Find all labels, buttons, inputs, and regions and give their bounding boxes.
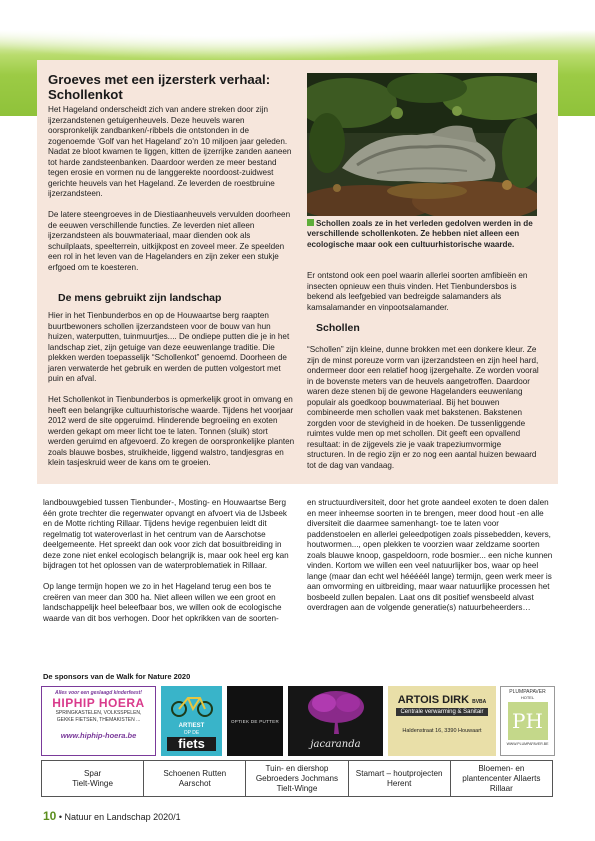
plumpa-hotel: HOTEL	[520, 695, 535, 700]
hiphip-line-2: GEKKE FIETSEN, THEMAKISTEN ...	[56, 716, 141, 723]
article-title	[48, 72, 298, 102]
table-row	[42, 761, 553, 797]
footer-bullet: •	[58, 812, 63, 822]
lower-left-column	[43, 498, 293, 635]
sponsors-table	[41, 760, 553, 797]
artois-suffix: BVBA	[472, 699, 487, 705]
logo-plumpapaver	[500, 686, 555, 756]
tree-icon	[306, 689, 366, 734]
artois-name: ARTOIS DIRK	[397, 694, 470, 706]
table-cell: Spar Tielt-Winge	[42, 761, 144, 797]
paragraph: Er ontstond ook een poel waarin allerlei soorten amfibieën en insecten opnieuw een thuis vinden. Het Tienbundersbos is bekend als leefgebied van bedreigde salamanders als kamsalamander en vinpootsalamander.	[307, 271, 528, 312]
fiets-line-3: fiets	[167, 737, 216, 751]
plumpa-mark: PH	[508, 702, 548, 740]
hiphip-line-1: SPRINGKASTELEN, VOLKSSPELEN,	[55, 710, 142, 716]
left-column-intro	[48, 105, 296, 284]
paragraph: Hier in het Tienbunderbos en op de Houwaartse berg raapten buurtbewoners schollen ijzerzandsteen voor de bouw van hun huizen, waterputten, tuinmuurtjes.... De ondiepe putten die je in het landschap ziet, zijn getuige van deze eeuwenlange traditie. Die plekken werden toepasselijk “Schollenkot” genoemd. Doorheen de jaren verwaterde het gebruik en werden de putten volgestort met puin en afval.	[48, 311, 290, 383]
forest-floor-illustration	[307, 73, 537, 216]
fiets-line-1: ARTIEST	[178, 723, 205, 729]
page-footer	[43, 809, 181, 823]
logo-hiphip-hoera	[41, 686, 156, 756]
subheading-schollen: Schollen	[316, 322, 360, 334]
title-line-2: Schollenkot	[48, 87, 123, 102]
lower-right-column	[307, 498, 554, 624]
artois-address: Haldenstraat 16, 3390 Houwaart	[402, 728, 482, 734]
table-cell: Schoenen Rutten Aarschot	[144, 761, 246, 797]
fiets-line-2: OP DE	[183, 730, 200, 736]
logo-jacaranda	[288, 686, 383, 756]
table-cell: Tuin- en diershop Gebroeders Jochmans Tielt-Winge	[246, 761, 348, 797]
paragraph: De latere steengroeves in de Diestiaanheuvels vervulden doorheen de eeuwen verschillende functies. Ze leverden niet alleen ijzerzandsteen als bouwmateriaal, maar dienden ook als schuilplaats, speelterrein, uitkijkpost en zoveel meer. Ze speelden een rol in het leven van de Hagelanders en zijn zeker een stukje erfgoed om te koesteren.	[48, 210, 291, 272]
photo-caption	[307, 219, 537, 250]
logo-artois-dirk	[388, 686, 496, 756]
right-column-schollen	[307, 345, 539, 482]
page-number: 10	[43, 809, 57, 823]
paragraph: Het Hageland onderscheidt zich van andere streken door zijn ijzerzandstenen getuigenheuvels. Deze heuvels waren oorspronkelijk zandbanken/-ribbels die ontstonden in de zogenoemde ‘Golf van het Hageland’ zo’n 10 miljoen jaar geleden. Nadat ze bloot kwamen te liggen, kitten de ijzerrijke zanden aaneen tot harde zandsteenbanken. Daardoor werden ze meer bestand tegen erosie en vormen nu de langgerekte noordoost-zuidwest gerichte heuvels van het Hageland. Ze leverden de roestbruine ijzerzandsteen.	[48, 105, 292, 198]
artois-sub: Centrale verwarming & Sanitair	[396, 708, 488, 716]
bicycle-icon	[168, 692, 216, 718]
plumpa-url: WWW.PLUMPAPAVER.BE	[506, 742, 549, 746]
paragraph: Op lange termijn hopen we zo in het Hageland terug een bos te creëren van meer dan 300 ha. Niet alleen willen we een groot en landschappelijk heel beleefbaar bos, we willen ook de ecologische waarde van dit bos verhogen. Door het opkrikken van de soorten-	[43, 582, 282, 623]
schollen-photo	[307, 73, 537, 216]
plumpa-top: PLUMPAPAVER	[509, 689, 546, 695]
hiphip-tagline: Alles voor een geslaagd kinderfeest!	[55, 690, 142, 696]
logo-optiek-de-putter	[227, 686, 283, 756]
paragraph: en structuurdiversiteit, door het grote aandeel exoten te doen dalen en meer inheemse soorten in te brengen, meer dood hout -en alle diversiteit die daarmee samenhangt- toe te laten voor paddenstoelen en allerlei geleedpotigen zoals pissebedden, kevers, houtwormen..., open plekken te voorzien waar zeldzame soorten zoals blauwe knoop, gaspeldoorn, rode bosmier... een niche kunnen vinden. Kortom we willen een veel natuurlijker bos, waar op heel lange (maar dan echt wel hééééél lange) termijn, geen werk meer is aan omvorming en uitbreiding, maar waar natuurlijke processen het bosbeeld zullen bepalen. Laat ons dit positief wensbeeld alvast overdragen aan de volgende generatie(s) natuurbeheerders…	[307, 498, 553, 612]
paragraph: landbouwgebied tussen Tienbunder-, Mosting- en Houwaartse Berg één grote trechter die regenwater opvangt en afvoert via de IJsbeek en de Motte richting Rillaar. Tijdens hevige regenbuien leidt dit regelmatig tot wateroverlast in het centrum van de Aarschotse deelgemeente. Het spreekt dan ook voor zich dat bosuitbreiding in deze zone niet enkel ecologisch belangrijk is, maar ook heel erg kan bijdragen tot het oplossen van de waterproblematiek in Rillaar.	[43, 498, 289, 570]
right-column-poel	[307, 271, 539, 324]
table-cell: Stamart – houtprojecten Herent	[348, 761, 450, 797]
table-cell: Bloemen- en plantencenter Allaerts Rillaar	[450, 761, 552, 797]
putter-name: OPTIEK DE PUTTER	[230, 718, 280, 724]
subheading-mens: De mens gebruikt zijn landschap	[58, 292, 222, 304]
jacaranda-name: jacaranda	[310, 739, 361, 750]
paragraph: Het Schollenkot in Tienbunderbos is opmerkelijk groot in omvang en heeft een belangrijke cultuurhistorische waarde. Tijdens het voorjaar 2012 werd de site opgeruimd. Hinderende begroeiing en exoten werden gekapt om meer licht toe te laten. Tonnen (sluik) stort werden geruimd en afgevoerd. Zo kregen de oorspronkelijke planten zoals blauwe bosbes, struikheide, liggend walstro, tandjesgras en klein tasjeskruid weer de kans om te groeien.	[48, 395, 295, 467]
logo-artiest-op-de-fiets	[161, 686, 222, 756]
caption-text: Schollen zoals ze in het verleden gedolven werden in de verschillende schollenkoten. Ze hebben niet alleen een ecologische maar ook een cultuurhistorische waarde.	[307, 219, 533, 249]
title-line-1: Groeves met een ijzersterk verhaal:	[48, 72, 271, 87]
hiphip-url: www.hiphip-hoera.be	[60, 731, 137, 740]
left-column-mens	[48, 311, 296, 479]
caption-marker-icon	[307, 219, 314, 226]
paragraph: “Schollen” zijn kleine, dunne brokken met een donkere kleur. Ze zijn de minst poreuze vorm van ijzerzandsteen en zijn heel hard, ondermeer door een relatief hoog ijzergehalte. Ze worden vooral in de bovenste meters van de heuvels aangetroffen. Daardoor waren deze stenen bij de gewone Hagelanders eeuwenlang populair als goedkoop bouwmateriaal. Bij het bouwen combineerde men schollen vaak met bakstenen. Bakstenen zorgden voor de stevigheid in de hoeken. De tussenliggende ruimtes vulde men op met schollen. Dit geeft een opvallend resultaat: in de zijgevels zie je vaak trapeziumvormige structuren. In de regio zijn er zo nog een aantal huizen bewaard tot de dag van vandaag.	[307, 345, 539, 470]
footer-title: Natuur en Landschap 2020/1	[64, 812, 181, 822]
hiphip-name: HIPHIP HOERA	[52, 696, 145, 710]
sponsors-heading: De sponsors van de Walk for Nature 2020	[43, 672, 191, 681]
